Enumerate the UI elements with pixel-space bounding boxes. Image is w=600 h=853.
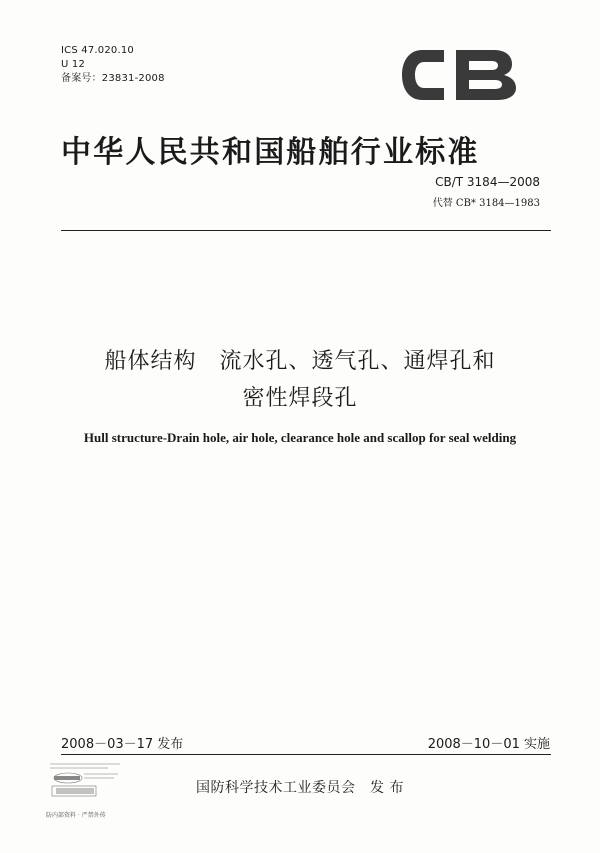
implementation-date: 2008－10－01 实施: [427, 737, 550, 752]
bottom-divider: [61, 754, 551, 755]
top-divider: [61, 230, 551, 231]
issue-date: 2008－03－17 发布: [61, 737, 184, 752]
document-title-cn-line1: 船体结构 流水孔、透气孔、通焊孔和: [104, 349, 496, 374]
record-number: 备案号：23831-2008: [61, 73, 165, 84]
replaces-standard: 代替 CB* 3184—1983: [432, 198, 540, 209]
ics-code: ICS 47.020.10: [61, 45, 134, 56]
standard-category-title: 中华人民共和国船舶行业标准: [61, 135, 480, 170]
cb-logo: [398, 44, 522, 106]
stamp-caption: 防内部资料 · 严禁外传: [46, 812, 106, 819]
document-title-cn-line2: 密性焊段孔: [242, 386, 358, 411]
document-title-en: Hull structure-Drain hole, air hole, clearance hole and scallop for seal welding: [83, 430, 517, 445]
category-code: U 12: [61, 59, 86, 70]
publisher: 国防科学技术工业委员会 发 布: [196, 780, 404, 796]
standard-number: CB/T 3184—2008: [435, 175, 540, 189]
